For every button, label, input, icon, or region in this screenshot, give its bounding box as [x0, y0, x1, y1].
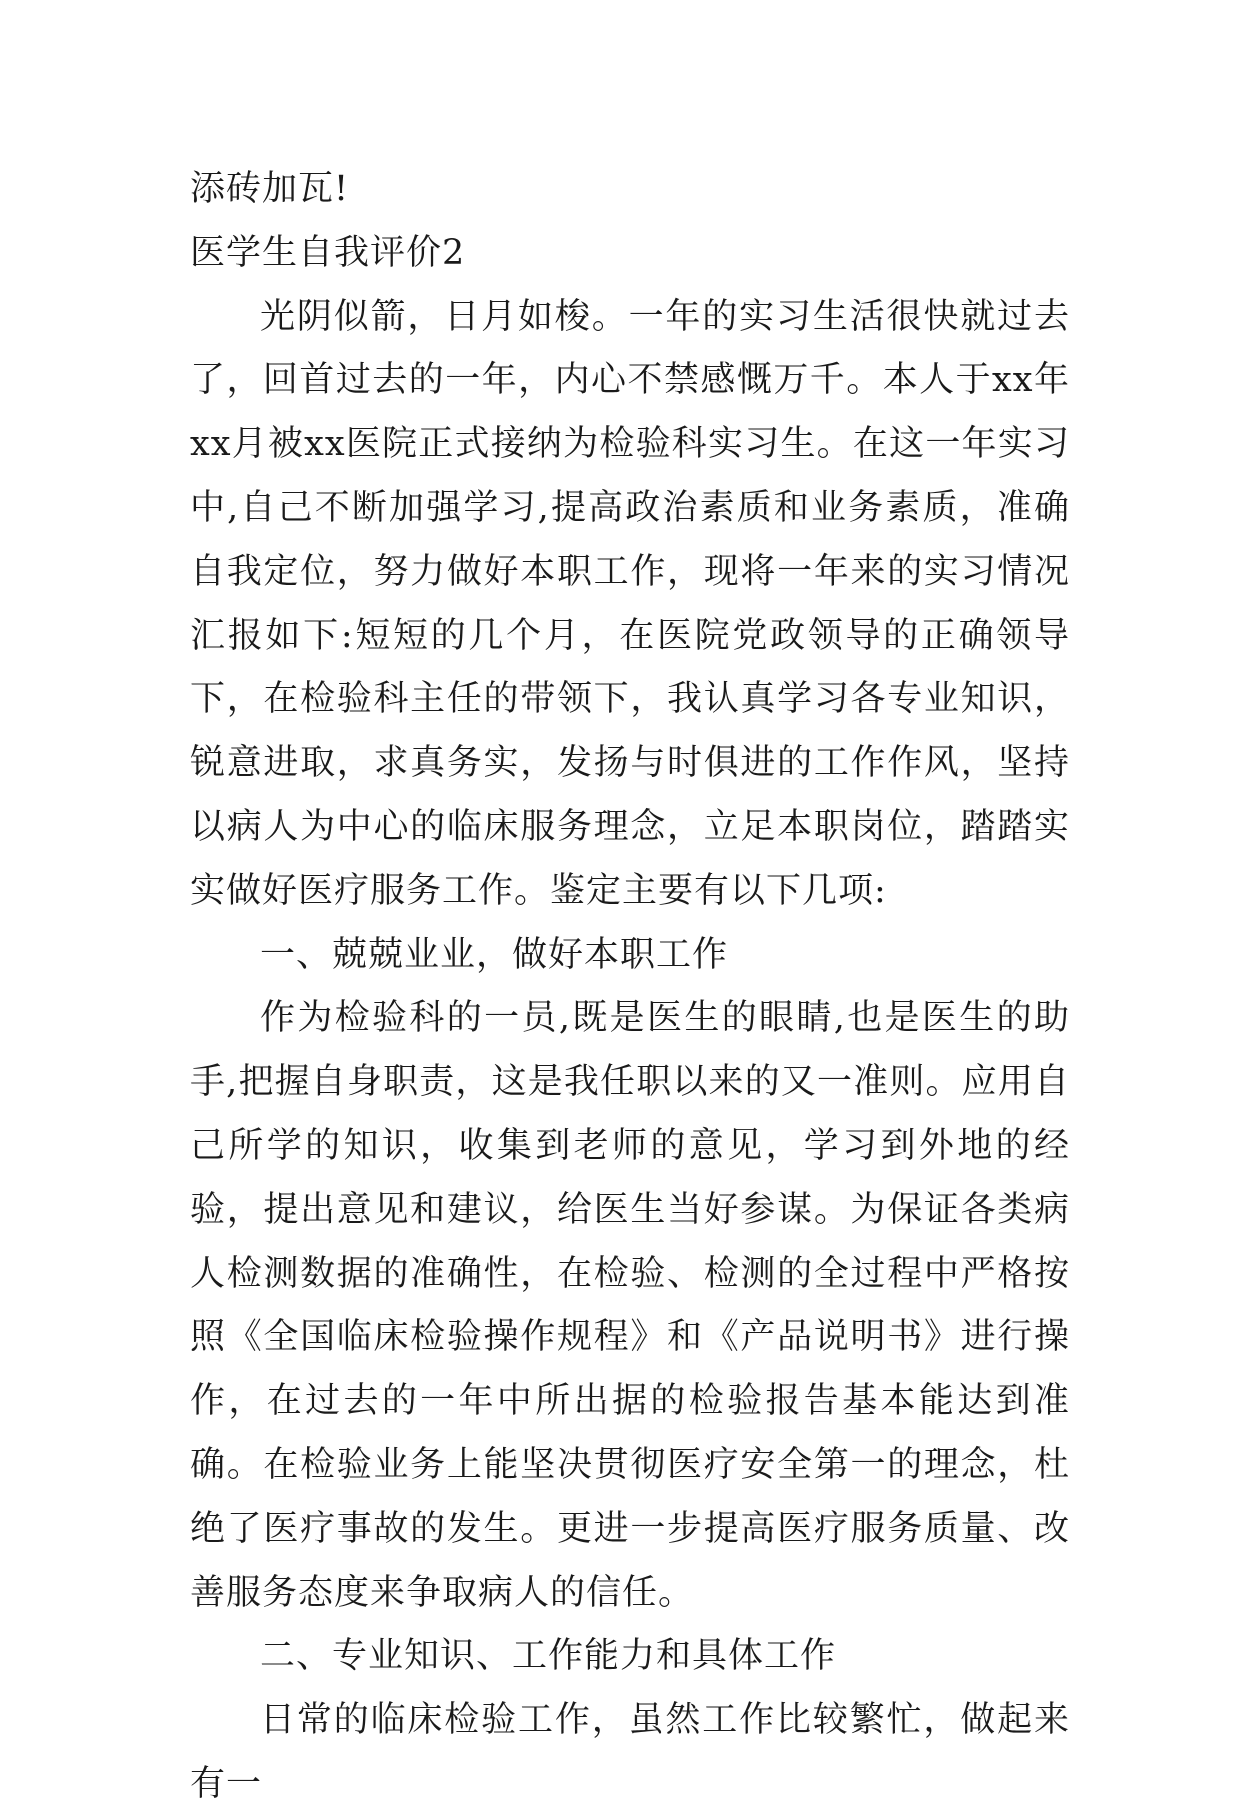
section-heading: 医学生自我评价2 [190, 232, 466, 273]
subheading-two: 二、专业知识、工作能力和具体工作 [260, 1636, 837, 1677]
paragraph-duties: 作为检验科的一员,既是医生的眼睛,也是医生的助手,把握自身职责，这是我任职以来的又一准则。应用自己所学的知识，收集到老师的意见，学习到外地的经验，提出意见和建议，给医生当好参谋。为保证各类病人检测数据的准确性，在检验、检测的全过程中严格按照《全国临床检验操作规程》和《产品说明书》进行操作，在过去的一年中所出据的检验报告基本能达到准确。在检验业务上能坚决贯彻医疗安全第一的理念，杜绝了医疗事故的发生。更进一步提高医疗服务质量、改善服务态度来争取病人的信任。 [190, 998, 1070, 1613]
paragraph-intro: 光阴似箭，日月如梭。一年的实习生活很快就过去了，回首过去的一年，内心不禁感慨万千。本人于xx年xx月被xx医院正式接纳为检验科实习生。在这一年实习中,自己不断加强学习,提高政治素质和业务素质，准确自我定位，努力做好本职工作，现将一年来的实习情况汇报如下:短短的几个月，在医院党政领导的正确领导下，在检验科主任的带领下，我认真学习各专业知识，锐意进取，求真务实，发扬与时俱进的工作作风，坚持以病人为中心的临床服务理念，立足本职岗位，踏踏实实做好医疗服务工作。鉴定主要有以下几项: [190, 296, 1070, 911]
document-body [190, 158, 1070, 1817]
paragraph-closing-line: 添砖加瓦! [190, 169, 350, 209]
paragraph-daily-work: 日常的临床检验工作，虽然工作比较繁忙，做起来有一 [190, 1700, 1070, 1804]
subheading-one: 一、兢兢业业，做好本职工作 [260, 934, 729, 975]
